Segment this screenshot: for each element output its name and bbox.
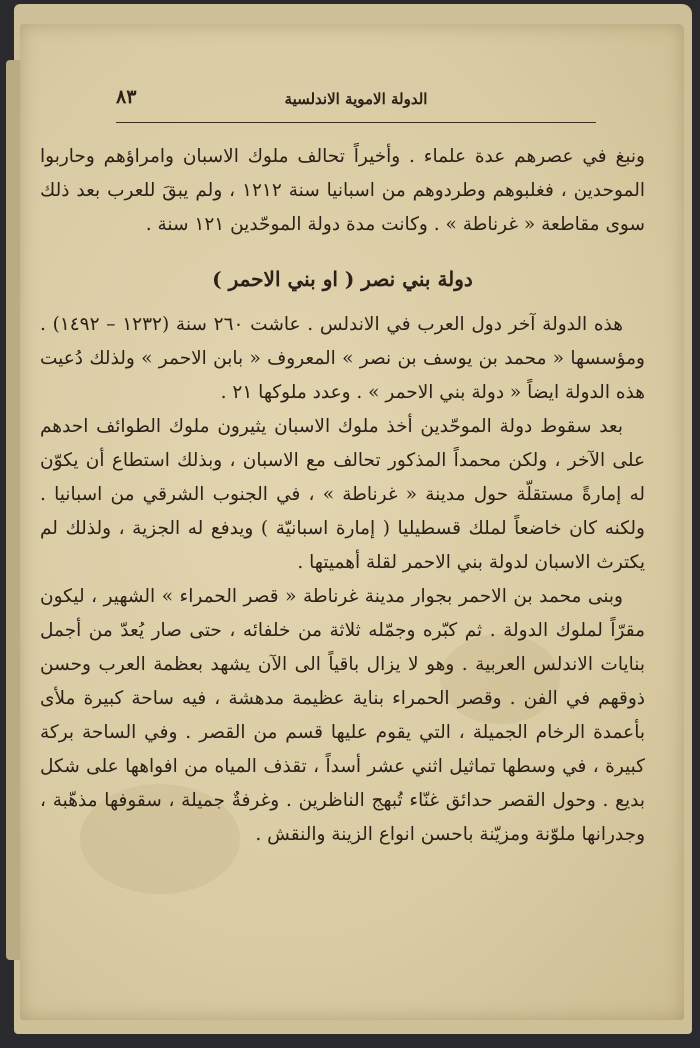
page-number: ٨٣ (116, 86, 137, 108)
page-body (40, 140, 645, 852)
paragraph: وبنى محمد بن الاحمر بجوار مدينة غرناطة « قصر الحمراء » الشهير ، ليكون مقرّاً لملوك الدولة . ثم كبّره وجمّله ثلاثة من خلفائه ، حتى صار يُعدّ من أجمل بنايات الاندلس العربية . وهو لا يزال باقياً الى الآن يشهد بعظمة العرب وحسن ذوقهم في الفن . وقصر الحمراء بناية عظيمة مدهشة ، فيه ساحة كبيرة ملأى بأعمدة الرخام الجميلة ، التي يقوم عليها قسم من القصر . وفي الساحة بركة كبيرة ، في وسطها تماثيل اثني عشر أسداً ، تقذف المياه من افواهها على شكل بديع . وحول القصر حدائق غنّاء تُبهج الناظرين . وغرفةٌ جميلة ، سقوفها مذهّبة ، وجدرانها ملوّنة ومزيّنة باحسن انواع الزينة والنقش . (40, 586, 645, 845)
paragraph: ونبغ في عصرهم عدة علماء . وأخيراً تحالف ملوك الاسبان وامراؤهم وحاربوا الموحدين ، فغلبوهم وطردوهم من اسبانيا سنة ١٢١٢ ، ولم يبقَ للعرب بعد ذلك سوى مقاطعة « غرناطة » . وكانت مدة دولة الموحّدين ١٢١ سنة . (40, 146, 645, 235)
running-head (116, 82, 596, 123)
section-heading: دولة بني نصر ( او بني الاحمر ) (212, 267, 473, 291)
running-header-title: الدولة الاموية الاندلسية (284, 90, 428, 108)
paragraph: بعد سقوط دولة الموحّدين أخذ ملوك الاسبان يثيرون ملوك الطوائف احدهم على الآخر ، ولكن محمداً المذكور تحالف مع الاسبان ، وبذلك استطاع أن يكوّن له إمارةً مستقلّة حول مدينة « غرناطة » ، في الجنوب الشرقي من اسبانيا . ولكنه كان خاضعاً لملك قسطيليا ( إمارة اسبانيّة ) ويدفع له الجزية ، ولذلك لم يكترث الاسبان لدولة بني الاحمر لقلة أهميتها . (40, 416, 645, 573)
paragraph: هذه الدولة آخر دول العرب في الاندلس . عاشت ٢٦٠ سنة (١٢٣٢ – ١٤٩٢) . ومؤسسها « محمد بن يوسف بن نصر » المعروف « بابن الاحمر » ولذلك دُعيت هذه الدولة ايضاً « دولة بني الاحمر » . وعدد ملوكها ٢١ . (40, 314, 645, 403)
